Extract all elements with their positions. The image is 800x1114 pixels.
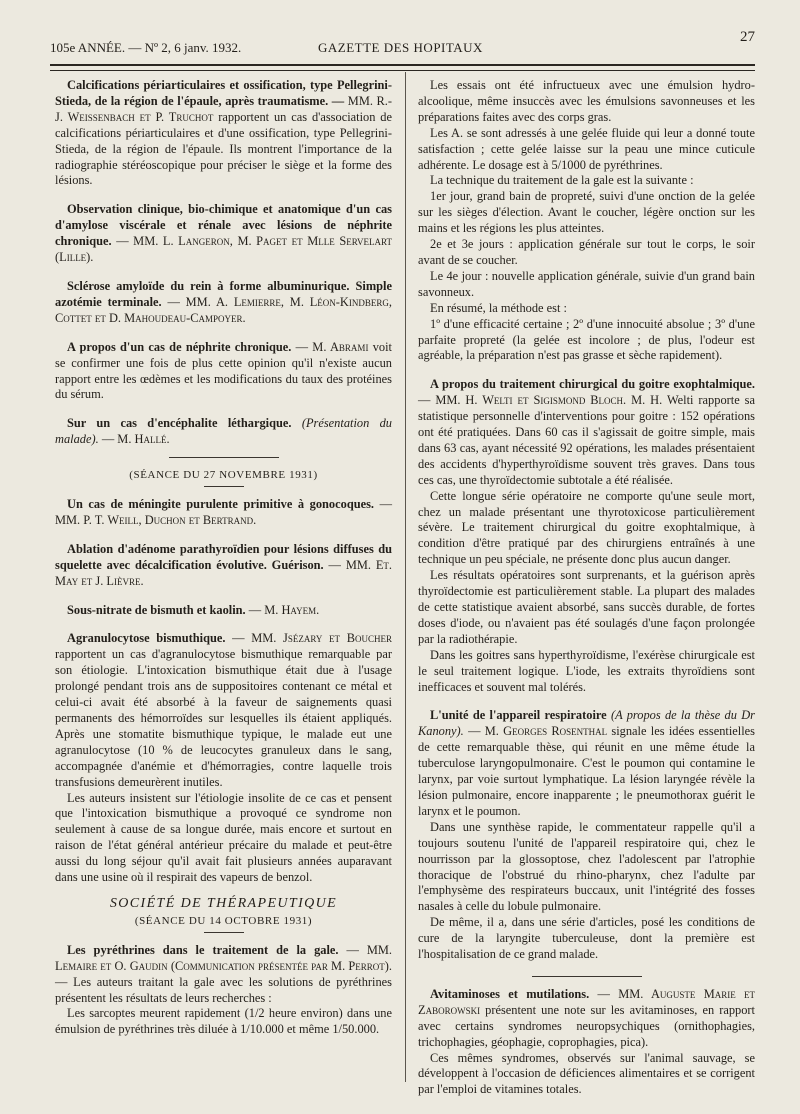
article-adenome	[55, 542, 392, 590]
article-body: Les auteurs insistent sur l'étiologie insolite de ce cas et pensent que l'intoxication bismuthique a provoqué ce syndrome non seulement à cause de sa longue durée, mais encore et surtout en raison de l'état général antérieur précaire du malade et peut-être aussi du long séjour qu'il avait fait plusieurs années auparavant dans une usine où il respirait des vapeurs de benzol.	[55, 790, 392, 885]
article-title: Agranulocytose bismuthique.	[67, 631, 226, 646]
session-rule	[204, 486, 244, 487]
article-title: Sur un cas d'encéphalite léthargique.	[67, 416, 292, 431]
paragraph: Le 4e jour : nouvelle application générale, suivie d'un grand bain savonneux.	[418, 268, 755, 299]
article-agranulocytose	[55, 631, 392, 886]
article-title: L'unité de l'appareil respiratoire	[430, 708, 607, 723]
article-authors: — M. Hayem.	[248, 602, 320, 617]
article-authors: — MM. Auguste Marie et Zaborowski	[418, 986, 756, 1017]
article-sclerose	[55, 279, 392, 327]
session-heading: (SÉANCE DU 14 OCTOBRE 1931)	[134, 914, 313, 927]
article-authors: — M. Georges Rosenthal	[468, 724, 608, 739]
article-bismuth-kaolin	[55, 603, 392, 619]
article-authors: — MM. P. T. Weill, Duchon et Bertrand.	[55, 497, 392, 527]
paragraph: Les A. se sont adressés à une gelée fluide qui leur a donné toute satisfaction ; cette gelée laisse sur la peau une mince cuticule adhérente. Le dosage est à 5/1000 de pyréthrines.	[418, 125, 755, 172]
article-body: Ces mêmes syndromes, observés sur l'animal sauvage, se développent à l'occasion de déficiences alimentaires et se corrigent par l'emploi de vitamines totales.	[418, 1050, 755, 1097]
article-authors: — MM. A. Lemierre, M. Léon-Kindberg, Cottet et D. Mahoudeau-Campoyer.	[55, 294, 392, 325]
article-authors: — MM. Et. May et J. Lièvre.	[55, 557, 392, 588]
article-body: Les résultats opératoires sont surprenants, et la guérison après thyroïdectomie est particulièrement stable. La plupart des malades de cette statistique avaient absorbé, sans succès durable, de fortes doses d'iode, ou n'avaient pas été soulagés d'une façon prolongée par la radiothérapie.	[418, 568, 755, 646]
article-body: voit se confirmer une fois de plus cette opinion qu'il n'existe aucun rapport entre les œdèmes et les modifications du taux des protéines du sérum.	[55, 339, 392, 402]
right-column	[418, 78, 755, 1107]
article-note: (Présentation du malade).	[55, 416, 392, 447]
article-title: A propos d'un cas de néphrite chronique.	[67, 339, 292, 354]
article-body: rapportent un cas d'association de calcifications périarticulaires et d'une ossification, type Pellegrini-Stieda, de la région de l'épaule. Ils montrent l'importance de la radiographie stéréoscopique pour préciser le siège et la forme des lésions.	[55, 109, 392, 188]
article-body: Dans les goitres sans hyperthyroïdisme, l'exérèse chirurgicale est le seul traitement logique. L'iode, les extraits thyroïdiens sont inefficaces et souvent mal tolérés.	[418, 647, 755, 694]
paragraph: 1º d'une efficacité certaine ; 2º d'une innocuité absolue ; 3º d'une parfaite propreté (la gelée est incolore ; de plus, l'odeur est agréable, la préparation n'est pas grasse et sèche rapidement).	[418, 316, 755, 363]
paragraph: Les essais ont été infructueux avec une émulsion hydro-alcoolique, même insuccès avec les émulsions savonneuses et les préparations faites avec des corps gras.	[418, 78, 755, 124]
article-goitre	[418, 377, 755, 695]
article-body: Les sarcoptes meurent rapidement (1/2 heure environ) dans une émulsion de pyréthrines très diluée à 1/10.000 et même 1/50.000.	[55, 1006, 392, 1037]
article-meningite	[55, 497, 392, 529]
article-authors: — M. Abrami	[295, 339, 369, 354]
article-authors: MM. R.-J. Weissenbach et P. Truchot	[55, 93, 393, 124]
left-column	[55, 78, 392, 1047]
article-body: rapportent un cas d'agranulocytose bismuthique remarquable par son étiologie. L'intoxication bismuthique était due à l'usage prolongé pendant trois ans de suppositoires contenant ce métal et celui-ci avait été absorbé à la faveur de saignements quasi permanents des hémorroïdes sur lesquelles ils étaient appliqués. Après une stomatite bismuthique typique, le malade eut une agranulocytose (10 % de leucocytes granuleux dans le sang, accompagnée d'anémie et d'hémorragies, contre laquelle trois transfusions demeurèrent inutiles.	[55, 647, 392, 789]
section-rule	[169, 457, 279, 458]
article-body: Dans une synthèse rapide, le commentateur rappelle qu'il a toujours soutenu l'unité de l'appareil respiratoire qui, chez le nourrisson par la glossoptose, chez l'adolescent par l'atrophie thoracique de l'obstrué du rhino-pharynx, chez l'adulte par l'emphysème des respirateurs buccaux, unit l'intégrité des fosses nasales à celle du lobule pulmonaire.	[418, 819, 755, 914]
article-title: Les pyréthrines dans le traitement de la gale.	[67, 942, 339, 957]
journal-title: GAZETTE DES HOPITAUX	[318, 40, 483, 55]
paragraph: En résumé, la méthode est :	[430, 300, 567, 315]
article-title: Observation clinique, bio-chimique et anatomique d'un cas d'amylose viscérale et rénale avec lésions de néphrite chronique.	[55, 202, 392, 249]
article-title: Avitaminoses et mutilations.	[430, 986, 590, 1001]
article-authors: — MM. Lemaire et O. Gaudin (Communication présentée par M. Perrot).	[55, 942, 392, 973]
article-body: De même, il a, dans une série d'articles, posé les conditions de cure de la laryngite tuberculeuse, dont la première est l'hospitalisation de ce grand malade.	[418, 915, 755, 962]
article-title: Ablation d'adénome parathyroïdien pour lésions diffuses du squelette avec décalcification évolutive. Guérison.	[55, 541, 392, 572]
session-rule	[204, 932, 244, 933]
article-calcifications	[55, 78, 392, 189]
article-body: Cette longue série opératoire ne comporte qu'une seule mort, chez un malade présentant une thyrotoxicose particulièrement sévère. Le traitement chirurgical du goitre exophtalmique, à condition d'être pratiqué par des chirurgiens entraînés à une technique un peu spéciale, ne présente donc plus aucun danger.	[418, 488, 755, 567]
paragraph: 2e et 3e jours : application générale sur tout le corps, le soir avant de se coucher.	[418, 237, 755, 267]
session-heading: (SÉANCE DU 27 NOVEMBRE 1931)	[129, 469, 318, 482]
article-body: M. H. Welti rapporte sa statistique personnelle d'interventions pour goitre : 152 opérations ont été pratiquées. Dans 60 cas il s'agissait de goitre simple, mais dans 63 cas, ayant nécessité 92 opérations, les malades présentaient des accidents d'hyperthyroïdisme souvent très graves. Dans tous ces cas, une thyroïdectomie subtotale a été réalisée.	[418, 393, 755, 487]
article-title: Un cas de méningite purulente primitive à gonocoques.	[67, 497, 375, 512]
article-authors: — MM. H. Welti et Sigismond Bloch.	[418, 393, 627, 408]
article-body: présentent une note sur les avitaminoses, en rapport avec certains syndromes neuropsychiques (ornithophagies, trichophagies, géophagie, coprophagies, pica).	[418, 1002, 755, 1049]
article-title: Sous-nitrate de bismuth et kaolin.	[67, 602, 246, 617]
running-header	[50, 30, 755, 60]
header-rule-thick	[50, 64, 755, 66]
article-authors: — MM. Jsézary et Boucher	[232, 631, 392, 646]
article-respiratoire	[418, 708, 755, 963]
article-nephrite	[55, 340, 392, 404]
article-title: Calcifications périarticulaires et ossification, type Pellegrini-Stieda, de la région de l'épaule, après traumatisme. —	[55, 78, 392, 108]
article-body: — Les auteurs traitant la gale avec les solutions de pyréthrines présentent les résultats de leurs recherches :	[55, 974, 392, 1005]
article-pyrethrines	[55, 943, 392, 1038]
article-pyrethrines-continued	[418, 78, 755, 364]
article-authors: — MM. L. Langeron, M. Paget et Mlle Servelart (Lille).	[55, 234, 392, 265]
article-body: signale les idées essentielles de cette remarquable thèse, qui réunit en une même étude la tuberculose laryngopulmonaire. C'est le poumon qui contamine le larynx, par voie surtout lymphatique. La lésion laryngée révèle la lésion pulmonaire, encore inapparente ; le pneumothorax guérit le larynx et le poumon.	[418, 724, 755, 818]
column-divider	[405, 72, 406, 1082]
article-title: A propos du traitement chirurgical du goitre exophtalmique.	[430, 377, 755, 392]
article-encephalite	[55, 416, 392, 448]
article-avitaminoses	[418, 987, 755, 1098]
page-number: 27	[740, 29, 755, 45]
header-rule-thin	[50, 70, 755, 71]
issue-info: 105e ANNÉE. — Nº 2, 6 janv. 1932.	[50, 40, 242, 55]
society-heading: SOCIÉTÉ DE THÉRAPEUTIQUE	[109, 895, 338, 911]
article-note: (A propos de la thèse du Dr Kanony).	[418, 708, 755, 739]
paragraph: 1er jour, grand bain de propreté, suivi d'une onction de la gelée sur les sièges d'élection. Avant le coucher, légère onction sur les mains et les régions les plus atteintes.	[418, 189, 755, 236]
article-amylose	[55, 202, 392, 266]
article-title: Sclérose amyloïde du rein à forme albuminurique. Simple azotémie terminale.	[55, 278, 392, 309]
article-authors: — M. Hallé.	[101, 432, 170, 447]
paragraph: La technique du traitement de la gale est la suivante :	[430, 173, 694, 188]
section-rule	[532, 976, 642, 977]
